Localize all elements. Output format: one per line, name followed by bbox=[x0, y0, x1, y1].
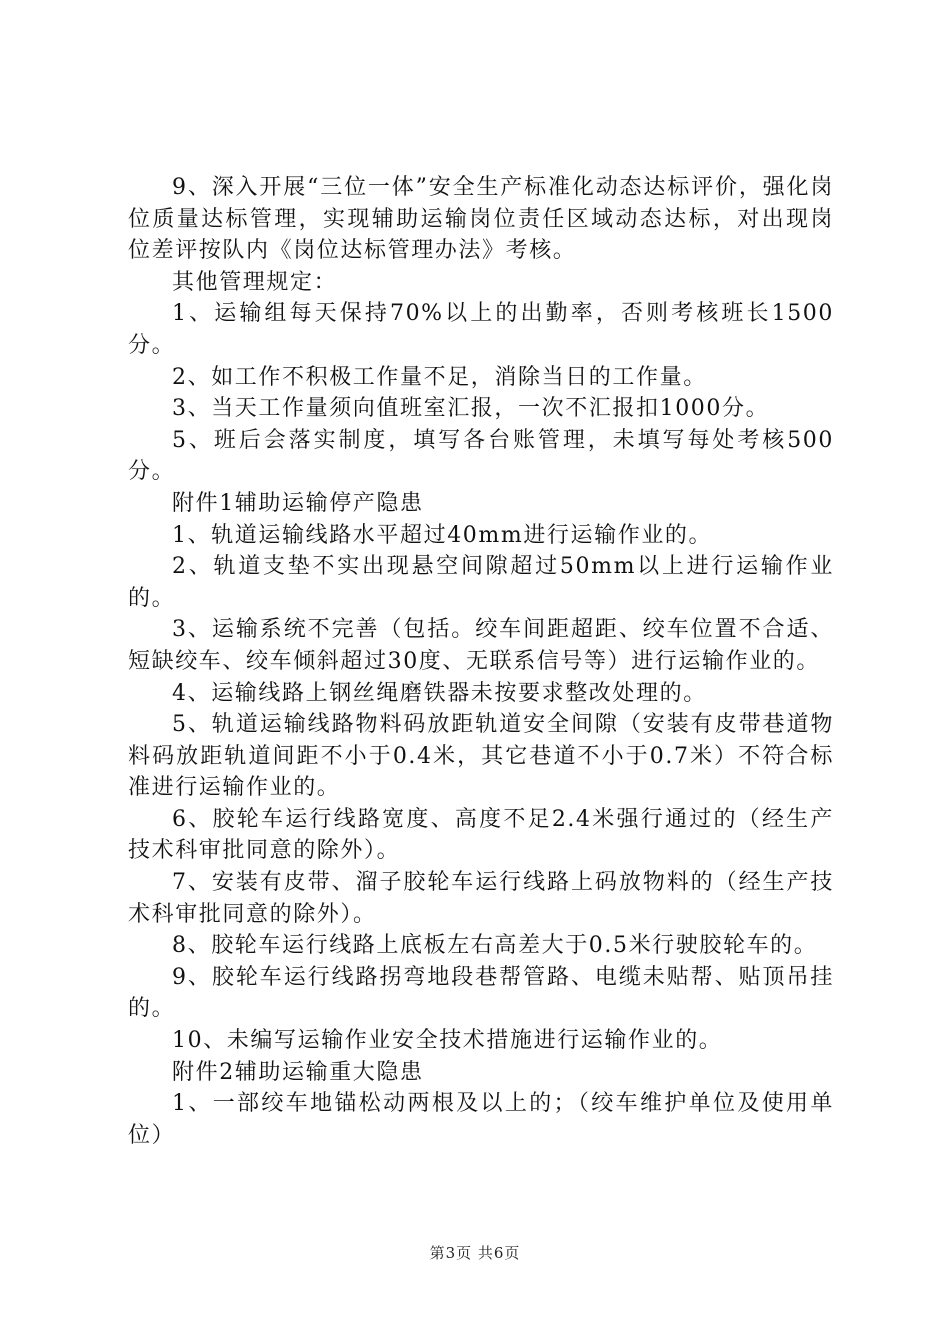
paragraph-12: 5、轨道运输线路物料码放距轨道安全间隙（安装有皮带巷道物料码放距轨道间距不小于0.4米，其它巷道不小于0.7米）不符合标准进行运输作业的。 bbox=[128, 712, 834, 801]
paragraph-17: 10、未编写运输作业安全技术措施进行运输作业的。 bbox=[172, 1028, 723, 1054]
paragraph-15: 8、胶轮车运行线路上底板左右高差大于0.5米行驶胶轮车的。 bbox=[172, 933, 818, 959]
page-number-footer: 第3页 共6页 bbox=[429, 1244, 521, 1262]
paragraph-16: 9、胶轮车运行线路拐弯地段巷帮管路、电缆未贴帮、贴顶吊挂的。 bbox=[128, 964, 834, 1022]
paragraph-14: 7、安装有皮带、溜子胶轮车运行线路上码放物料的（经生产技术科审批同意的除外）。 bbox=[128, 870, 834, 927]
paragraph-11: 4、运输线路上钢丝绳磨铁器未按要求整改处理的。 bbox=[172, 680, 707, 706]
paragraph-8: 1、轨道运输线路水平超过40mm进行运输作业的。 bbox=[172, 522, 713, 548]
paragraph-3: 1、运输组每天保持70%以上的出勤率，否则考核班长1500分。 bbox=[128, 301, 834, 358]
paragraph-7: 附件1辅助运输停产隐患 bbox=[172, 490, 424, 516]
paragraph-5: 3、当天工作量须向值班室汇报，一次不汇报扣1000分。 bbox=[172, 396, 770, 422]
paragraph-1: 9、深入开展“三位一体”安全生产标准化动态达标评价，强化岗位质量达标管理，实现辅助运输岗位责任区域动态达标，对出现岗位差评按队内《岗位达标管理办法》考核。 bbox=[128, 175, 834, 264]
paragraph-4: 2、如工作不积极工作量不足，消除当日的工作量。 bbox=[172, 364, 707, 390]
document-body bbox=[128, 172, 834, 1151]
paragraph-18: 附件2辅助运输重大隐患 bbox=[172, 1059, 424, 1085]
paragraph-13: 6、胶轮车运行线路宽度、高度不足2.4米强行通过的（经生产技术科审批同意的除外）。 bbox=[128, 806, 834, 864]
paragraph-10: 3、运输系统不完善（包括。绞车间距超距、绞车位置不合适、短缺绞车、绞车倾斜超过30度、无联系信号等）进行运输作业的。 bbox=[128, 617, 834, 674]
paragraph-19: 1、一部绞车地锚松动两根及以上的；（绞车维护单位及使用单位） bbox=[128, 1091, 834, 1148]
paragraph-6: 5、班后会落实制度，填写各台账管理，未填写每处考核500分。 bbox=[128, 427, 834, 485]
paragraph-9: 2、轨道支垫不实出现悬空间隙超过50mm以上进行运输作业的。 bbox=[128, 554, 834, 611]
paragraph-2: 其他管理规定： bbox=[172, 269, 338, 295]
